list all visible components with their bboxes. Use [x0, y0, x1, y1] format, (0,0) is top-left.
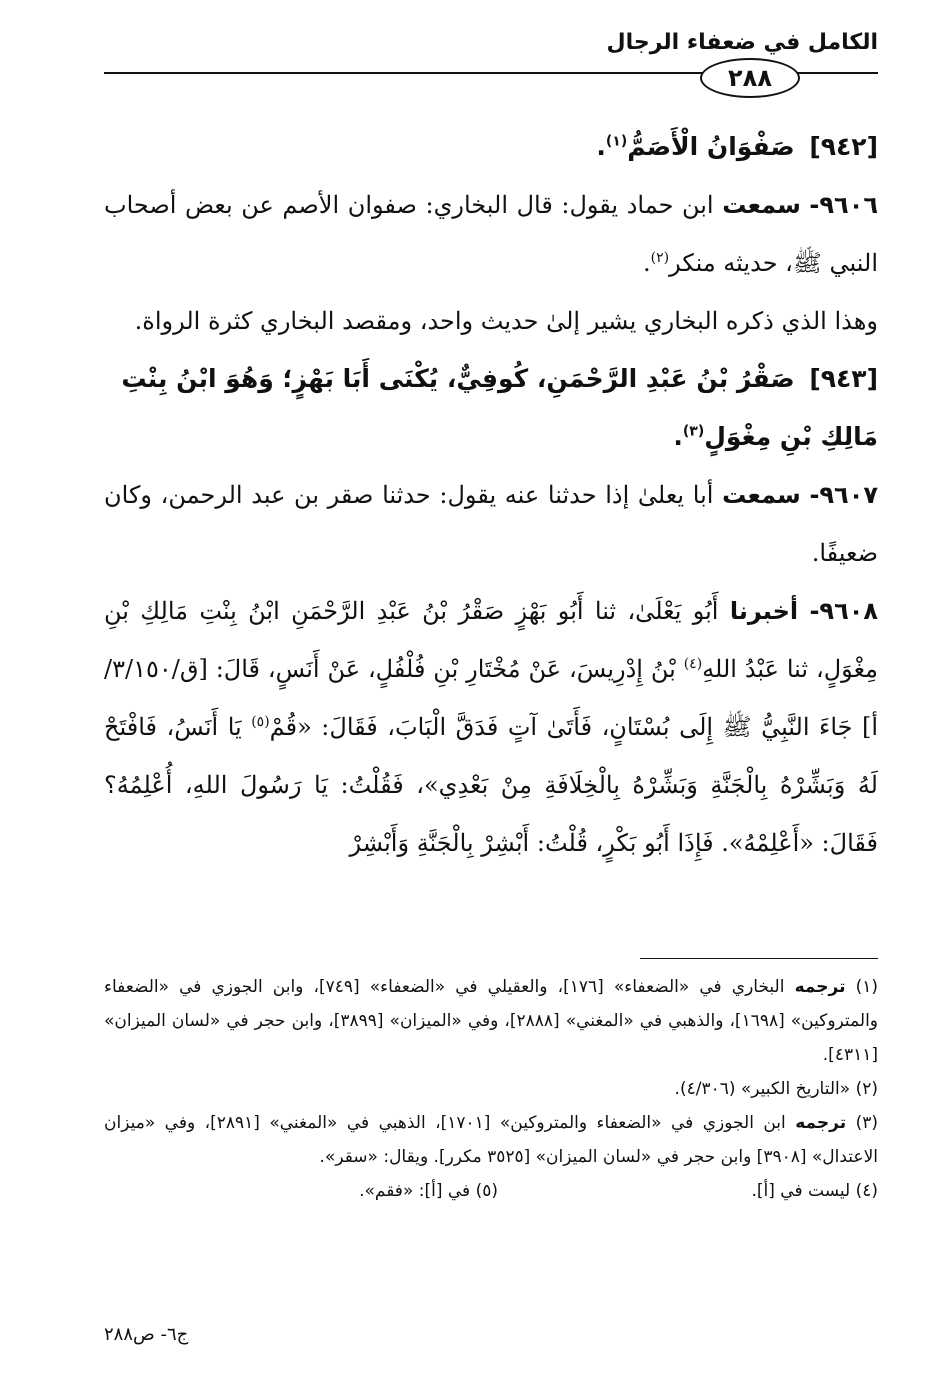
paragraph-text: أبا يعلىٰ إذا حدثنا عنه يقول: حدثنا صقر بن عبد الرحمن، وكان ضعيفًا.	[104, 481, 878, 567]
paragraph-lead-word: سمعت	[722, 481, 801, 509]
footnote-divider	[640, 958, 878, 959]
paragraph-9607	[104, 466, 878, 582]
footnote-text: ليست في [أ].	[751, 1181, 851, 1201]
paragraph-text: ابن حماد يقول: قال البخاري: صفوان الأصم عن بعض أصحاب النبي ﷺ، حديثه منكر	[104, 191, 878, 277]
running-head-title: الكامل في ضعفاء الرجال	[606, 30, 878, 55]
paragraph-end: .	[642, 249, 651, 277]
paragraph-9606	[104, 176, 878, 292]
entry-number: [٩٤٢]	[809, 132, 878, 161]
footnote-row-4-5	[104, 1174, 878, 1208]
footnotes	[104, 970, 878, 1208]
entry-end: .	[596, 132, 606, 161]
footnote-mark: (٣)	[855, 1113, 879, 1133]
entry-name: صَقْرُ بْنُ عَبْدِ الرَّحْمَنِ، كُوفِيٌّ، يُكْنَى أَبَا بَهْزٍ؛ وَهُوَ ابْنُ بِنْتِ مَالِكِ بْنِ مِغْوَلٍ	[121, 364, 878, 451]
page-number-badge: ٢٨٨	[700, 58, 800, 98]
footnote-ref: (١)	[605, 133, 628, 150]
footnote-text: ابن الجوزي في «الضعفاء والمتروكين» [١٧٠١]، الذهبي في «المغني» [٢٨٩١]، وفي «ميزان الاعتدال» [٣٩٠٨] وابن حجر في «لسان الميزان» [٣٥٢٥ مكرر]. ويقال: «سقر».	[104, 1113, 878, 1167]
entry-heading-943	[104, 350, 878, 466]
paragraph-number: ٩٦٠٦-	[809, 191, 878, 219]
footnote-mark: (٥)	[475, 1181, 498, 1201]
footnote-mark: (٢)	[855, 1079, 878, 1099]
footnote-ref: (٢)	[650, 250, 670, 266]
entry-heading-942	[104, 118, 878, 176]
paragraph-text: يَا أَنَسُ، فَافْتَحْ لَهُ وَبَشِّرْهُ بِالْجَنَّةِ وَبَشِّرْهُ بِالْخِلَافَةِ مِنْ بَعْدِي»، فَقُلْتُ: يَا رَسُولَ اللهِ، أُعْلِمُهُ؟ فَقَالَ: «أَعْلِمْهُ». فَإِذَا أَبُو بَكْرٍ، قُلْتُ: أَبْشِرْ بِالْجَنَّةِ وَأَبْشِرْ	[104, 713, 878, 857]
footnote-2	[104, 1072, 878, 1106]
footnote-ref: (٣)	[682, 423, 705, 440]
footnote-1	[104, 970, 878, 1072]
paragraph-number: ٩٦٠٧-	[809, 481, 878, 509]
main-text	[104, 118, 878, 872]
footnote-bold: ترجمه	[795, 1113, 847, 1133]
paragraph-text: وهذا الذي ذكره البخاري يشير إلىٰ حديث واحد، ومقصد البخاري كثرة الرواة.	[134, 307, 878, 335]
entry-number: [٩٤٣]	[809, 364, 878, 393]
footnote-5	[118, 1174, 498, 1208]
footnote-4	[498, 1174, 878, 1208]
footnote-bold: ترجمه	[794, 977, 846, 997]
paragraph-text: أَبُو يَعْلَىٰ، ثنا أَبُو بَهْزٍ صَقْرُ بْنُ عَبْدِ الرَّحْمَنِ ابْنُ بِنْتِ مَالِكِ بْنِ مِغْوَلٍ، ثنا عَبْدُ اللهِ	[104, 597, 879, 683]
entry-name: صَفْوَانُ الْأَصَمُّ	[627, 132, 795, 161]
footnote-mark: (٤)	[855, 1181, 878, 1201]
paragraph-text: بْنُ إِدْرِيسَ، عَنْ مُخْتَارِ بْنِ فُلْفُلٍ، عَنْ أَنَسٍ، قَالَ: [ق/٣/١٥٠/أ] جَاءَ النَّبِيُّ ﷺ إِلَى بُسْتَانٍ، فَأَتَىٰ آتٍ فَدَقَّ الْبَابَ، فَقَالَ: «قُمْ	[104, 655, 879, 741]
footnote-mark: (١)	[855, 977, 879, 997]
paragraph-number: ٩٦٠٨-	[809, 597, 879, 625]
footnote-ref: (٤)	[683, 656, 703, 672]
paragraph-9608	[104, 582, 878, 872]
footnote-text: في [أ]: «فقم».	[359, 1181, 471, 1201]
footnote-text: «التاريخ الكبير» (٤/٣٠٦).	[674, 1079, 851, 1099]
footnote-ref: (٥)	[251, 714, 270, 730]
paragraph-commentary	[104, 292, 878, 350]
footnote-text: البخاري في «الضعفاء» [١٧٦]، والعقيلي في «الضعفاء» [٧٤٩]، وابن الجوزي في «الضعفاء والمتروكين» [١٦٩٨]، والذهبي في «المغني» [٢٨٨٨]، وفي «الميزان» [٣٨٩٩]، وابن حجر في «لسان الميزان» [٤٣١١].	[104, 977, 879, 1065]
volume-page-reference: ج٦- ص٢٨٨	[104, 1324, 189, 1345]
paragraph-lead-word: سمعت	[722, 191, 801, 219]
footnote-3	[104, 1106, 878, 1174]
entry-end: .	[673, 422, 683, 451]
paragraph-lead-word: أخبرنا	[729, 597, 799, 625]
